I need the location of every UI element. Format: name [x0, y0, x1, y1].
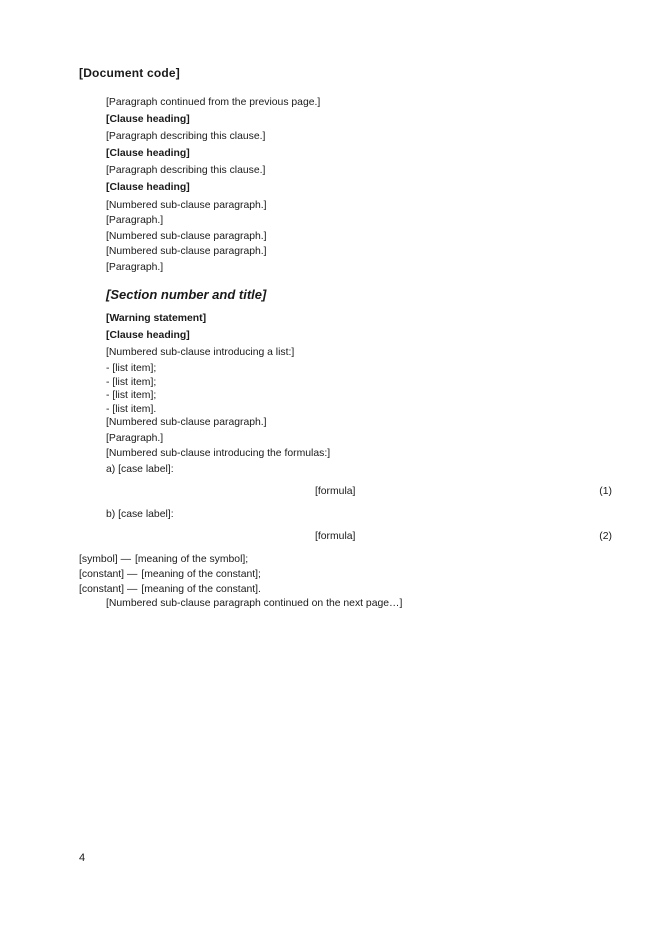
- list-item: - [list item];: [106, 362, 157, 374]
- list-item: - [list item];: [106, 376, 157, 388]
- formula-expression: [formula]: [315, 485, 356, 497]
- paragraph: [Numbered sub-clause paragraph.]: [106, 230, 267, 242]
- paragraph: [Numbered sub-clause paragraph.]: [106, 417, 267, 429]
- paragraph: [Numbered sub-clause paragraph.]: [106, 246, 267, 258]
- paragraph: [Numbered sub-clause paragraph.]: [106, 199, 267, 211]
- paragraph: a) [case label]:: [106, 464, 174, 476]
- document-body: [79, 96, 612, 613]
- paragraph: [Paragraph.]: [106, 261, 164, 273]
- clause-heading: [Clause heading]: [106, 113, 190, 125]
- list-item: - [list item].: [106, 403, 157, 415]
- symbol-definition: [79, 568, 612, 582]
- page-number: 4: [79, 852, 86, 864]
- symbol-description: [meaning of the symbol];: [134, 554, 249, 566]
- document-header: [Document code]: [79, 66, 181, 80]
- paragraph: [Numbered sub-clause introducing a list:]: [106, 347, 295, 359]
- symbol-description: [meaning of the constant];: [141, 569, 261, 581]
- formula: [79, 485, 612, 499]
- formula: [79, 530, 612, 544]
- symbol-term: [constant] —: [79, 583, 138, 595]
- symbol-term: [constant] —: [79, 569, 138, 581]
- paragraph: b) [case label]:: [106, 509, 174, 521]
- section-title: [Section number and title]: [106, 286, 267, 302]
- formula-number: (1): [599, 485, 612, 497]
- symbol-description: [meaning of the constant].: [141, 583, 261, 595]
- paragraph: [Numbered sub-clause paragraph continued on the next page…]: [106, 598, 403, 610]
- clause-heading: [Clause heading]: [106, 147, 190, 159]
- paragraph: [Paragraph describing this clause.]: [106, 165, 266, 177]
- warning-text: [Warning statement]: [106, 313, 207, 325]
- symbol-definition: [79, 553, 612, 567]
- clause-heading: [Clause heading]: [106, 181, 190, 193]
- formula-expression: [formula]: [315, 530, 356, 542]
- symbol-definition: [79, 583, 612, 597]
- paragraph: [Paragraph describing this clause.]: [106, 131, 266, 143]
- clause-heading: [Clause heading]: [106, 329, 190, 341]
- paragraph: [Numbered sub-clause introducing the formulas:]: [106, 448, 331, 460]
- paragraph: [Paragraph.]: [106, 215, 164, 227]
- formula-number: (2): [599, 530, 612, 542]
- list-item: - [list item];: [106, 390, 157, 402]
- paragraph: [Paragraph.]: [106, 432, 164, 444]
- symbol-term: [symbol] —: [79, 554, 131, 566]
- paragraph: [Paragraph continued from the previous page.]: [106, 97, 321, 108]
